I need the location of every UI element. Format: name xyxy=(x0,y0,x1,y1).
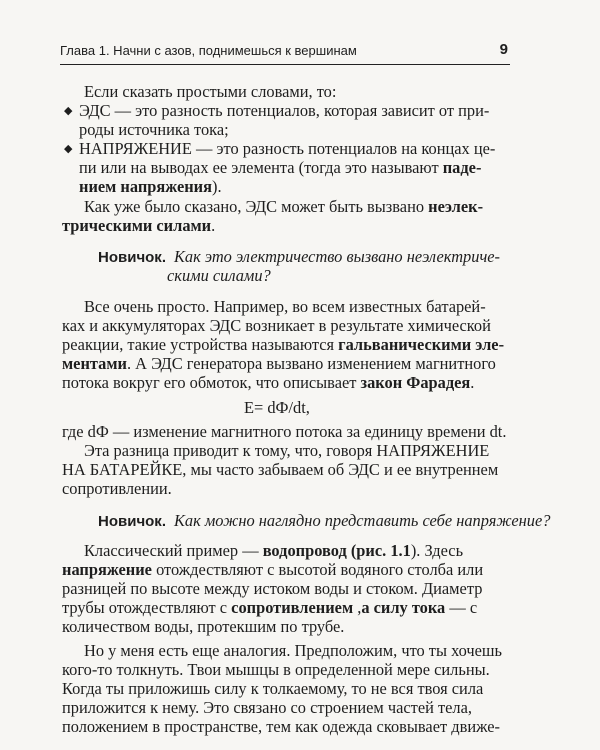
paragraph-line: положением в пространстве, тем как одежда сковывает движе- xyxy=(62,717,500,736)
text-run: Классический пример — xyxy=(84,541,263,560)
bullet-1-line: роды источника тока; xyxy=(79,120,229,139)
paragraph-line: ках и аккумуляторах ЭДС возникает в результате химической xyxy=(62,316,491,335)
text-run: . xyxy=(211,216,216,235)
speaker-label: Новичок. xyxy=(98,513,166,530)
text-run: пи или на выводах ее элемента (тогда это называют xyxy=(79,158,443,177)
paragraph-line xyxy=(62,335,504,355)
bold-term: ментами xyxy=(62,354,127,373)
paragraph-line: сопротивлении. xyxy=(62,479,172,498)
speaker-label: Новичок. xyxy=(98,249,166,266)
bold-term: нием напряжения xyxy=(79,177,212,196)
paragraph-intro-line: Если сказать простыми словами, то: xyxy=(84,82,337,101)
paragraph-line xyxy=(62,598,477,618)
bold-term: а силу тока xyxy=(361,598,446,617)
paragraph-line xyxy=(84,541,463,561)
bullet-marker: ◆ xyxy=(64,105,73,117)
text-run: , xyxy=(353,598,362,617)
bullet-1-line: ЭДС — это разность потенциалов, которая зависит от при- xyxy=(79,101,490,120)
paragraph-line: Но у меня есть еще аналогия. Предположим, что ты хочешь xyxy=(84,641,503,660)
text-run: ). Здесь xyxy=(410,541,464,560)
paragraph-line: количеством воды, протекшим по трубе. xyxy=(62,617,345,636)
text-run: ). xyxy=(211,177,222,196)
text-run: потока вокруг его обмоток, что описывает xyxy=(62,373,361,392)
chapter-title: Глава 1. Начни с азов, поднимешься к вершинам xyxy=(60,43,357,58)
text-run: трубы отождествляют с xyxy=(62,598,232,617)
question-line xyxy=(98,511,550,532)
paragraph-line: Когда ты приложишь силу к толкаемому, то не вся твоя сила xyxy=(62,679,484,698)
paragraph-line xyxy=(62,373,474,393)
page-header xyxy=(60,40,510,65)
paragraph-line xyxy=(62,216,215,236)
paragraph-line: Эта разница приводит к тому, что, говоря НАПРЯЖЕНИЕ xyxy=(84,441,490,460)
paragraph-line xyxy=(62,560,483,580)
page-number: 9 xyxy=(499,41,508,58)
question-text: Как это электричество вызвано неэлектриче- xyxy=(173,247,500,266)
bold-term: трическими силами xyxy=(62,216,212,235)
paragraph-line: приложится к нему. Это связано со строением частей тела, xyxy=(62,698,472,717)
bullet-2-line xyxy=(79,177,222,197)
text-run: . xyxy=(470,373,475,392)
bullet-marker: ◆ xyxy=(64,143,73,155)
text-run: Как уже было сказано, ЭДС может быть вызвано xyxy=(84,197,429,216)
paragraph-line: разницей по высоте между истоком воды и стоком. Диаметр xyxy=(62,579,483,598)
text-run: . А ЭДС генератора вызвано изменением магнитного xyxy=(126,354,496,373)
bold-term: неэлек- xyxy=(428,197,484,216)
paragraph-line: НА БАТАРЕЙКЕ, мы часто забываем об ЭДС и ее внутреннем xyxy=(62,460,499,479)
bold-term: напряжение xyxy=(62,560,152,579)
bold-term: водопровод (рис. 1.1 xyxy=(262,541,411,560)
paragraph-line xyxy=(84,197,483,217)
bullet-2-line: НАПРЯЖЕНИЕ — это разность потенциалов на концах це- xyxy=(79,139,496,158)
paragraph-line: где dФ — изменение магнитного потока за единицу времени dt. xyxy=(62,422,507,441)
paragraph-line: кого-то толкнуть. Твои мышцы в определенной мере сильны. xyxy=(62,660,490,679)
question-line xyxy=(98,247,500,268)
bold-term: сопротивлением xyxy=(231,598,354,617)
bullet-2-line xyxy=(79,158,481,178)
bold-term: паде- xyxy=(442,158,482,177)
text-run: — с xyxy=(445,598,478,617)
paragraph-line xyxy=(62,354,496,374)
question-line: скими силами? xyxy=(167,266,271,285)
text-run: отождествляют с высотой водяного столба или xyxy=(151,560,484,579)
question-text: Как можно наглядно представить себе напряжение? xyxy=(173,511,551,530)
bold-term: гальваническими эле- xyxy=(338,335,505,354)
bold-term: закон Фарадея xyxy=(360,373,471,392)
paragraph-line: Все очень просто. Например, во всем известных батарей- xyxy=(84,297,486,316)
text-run: реакции, такие устройства называются xyxy=(62,335,339,354)
formula: E= dФ/dt, xyxy=(244,398,310,417)
